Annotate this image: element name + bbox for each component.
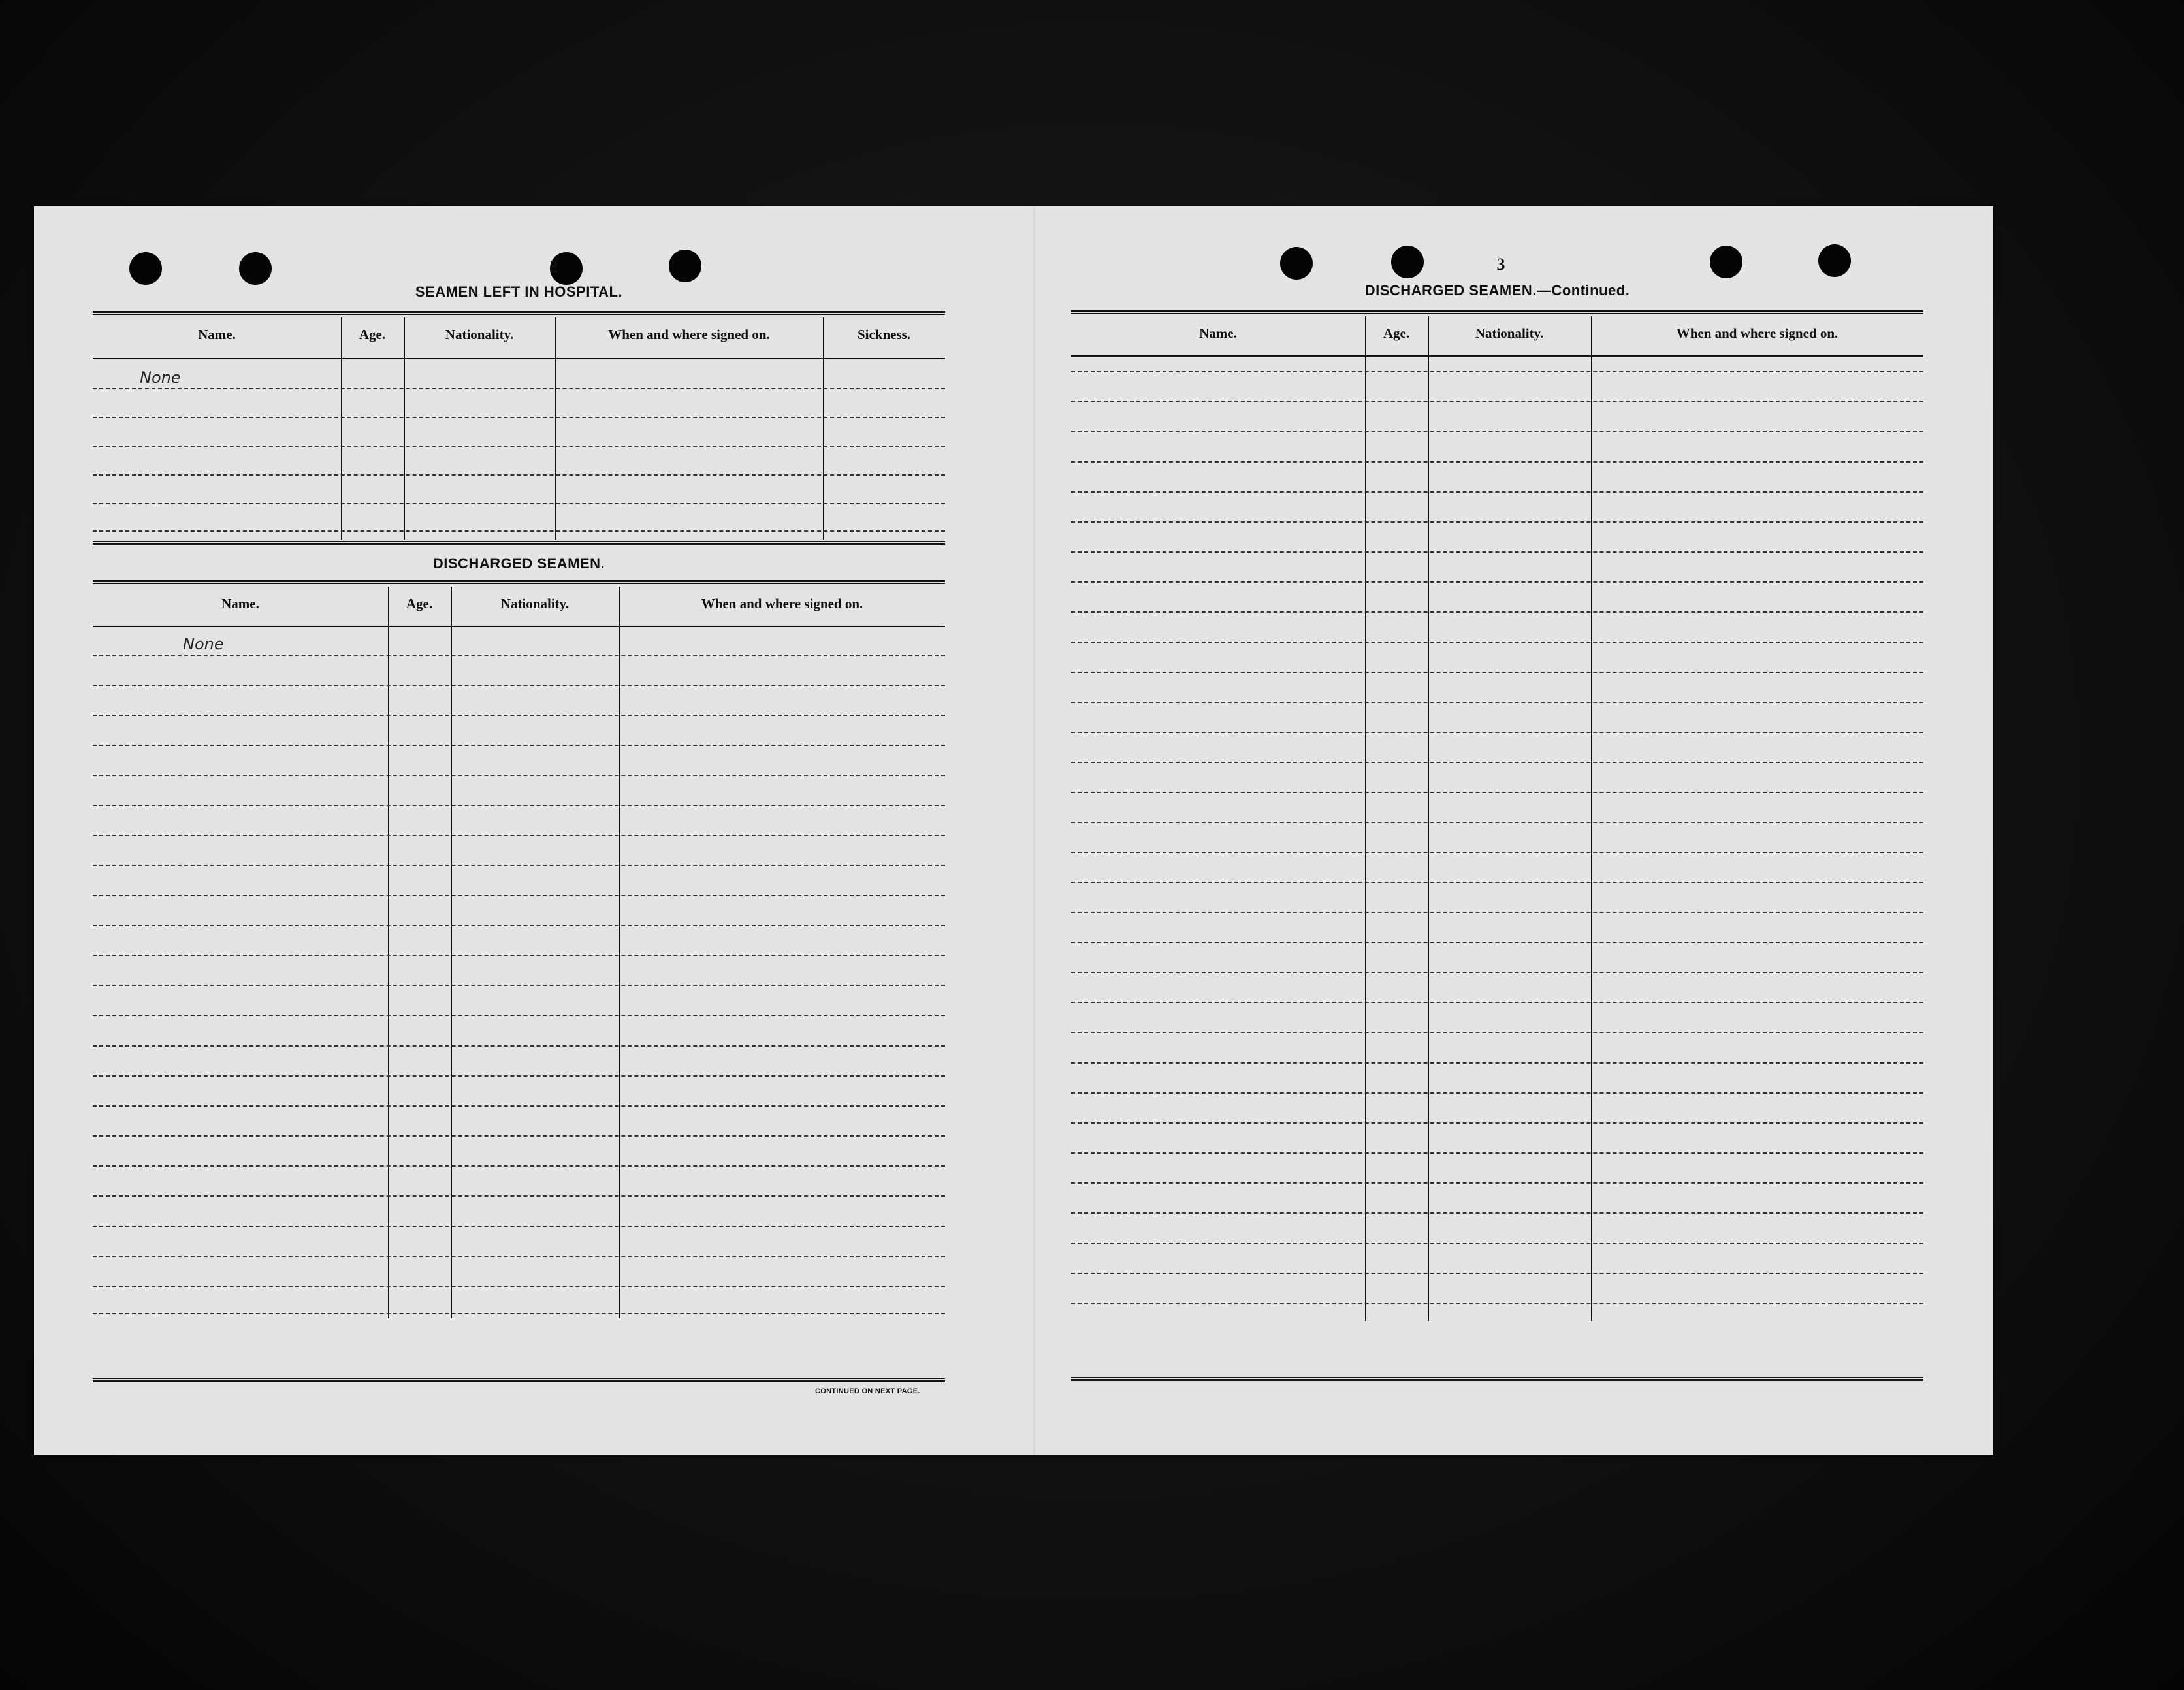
table-bottom-rule (1071, 1377, 1923, 1381)
column-header-age: Age. (406, 596, 433, 611)
entry-line (1071, 1062, 1923, 1064)
column-header-signed-on: When and where signed on. (608, 327, 770, 342)
entry-line (1071, 942, 1923, 943)
entry-line (93, 835, 945, 836)
hospital-section-title: SEAMEN LEFT IN HOSPITAL. (415, 284, 623, 300)
discharged-table (93, 587, 945, 1325)
entry-line (1071, 371, 1923, 372)
entry-line (1071, 792, 1923, 793)
entry-line (1071, 461, 1923, 463)
column-divider (1591, 316, 1592, 1321)
entry-line (93, 474, 945, 476)
discharged-continued-table (1071, 316, 1923, 1322)
entry-line (93, 715, 945, 716)
entry-line (1071, 1303, 1923, 1304)
column-divider (451, 587, 452, 1318)
entry-line (1071, 431, 1923, 432)
entry-line (1071, 1122, 1923, 1124)
entry-line (1071, 581, 1923, 583)
entry-line (93, 655, 945, 656)
column-header-nationality: Nationality. (1475, 325, 1544, 341)
entry-line (1071, 521, 1923, 523)
column-header-signed-on: When and where signed on. (1676, 325, 1839, 341)
table-header-row (93, 587, 945, 627)
column-divider (619, 587, 620, 1318)
entry-line (1071, 882, 1923, 883)
column-header-age: Age. (1383, 325, 1410, 341)
page-fold (1033, 206, 1035, 1455)
page-number: 2 (549, 257, 558, 276)
entry-line (93, 530, 945, 532)
entry-line (1071, 1273, 1923, 1274)
entry-line (1071, 852, 1923, 853)
entry-line (93, 1105, 945, 1107)
entry-line (1071, 1243, 1923, 1244)
entry-line (93, 745, 945, 746)
entry-line (1071, 642, 1923, 643)
column-divider (823, 317, 824, 540)
double-rule (93, 580, 945, 584)
entry-line (1071, 762, 1923, 763)
discharged-section-title: DISCHARGED SEAMEN. (432, 555, 605, 572)
entry-line (93, 865, 945, 866)
column-header-signed-on: When and where signed on. (701, 596, 863, 611)
column-divider (341, 317, 342, 540)
entry-line (93, 446, 945, 447)
right-page (1071, 206, 1923, 1455)
entry-line (1071, 972, 1923, 973)
column-header-nationality: Nationality. (500, 596, 570, 611)
entry-line (1071, 1092, 1923, 1094)
column-header-name: Name. (1199, 325, 1237, 341)
entry-line (93, 775, 945, 776)
double-rule (93, 311, 945, 315)
entry-line (1071, 1182, 1923, 1184)
entry-line (93, 925, 945, 926)
entry-line (93, 417, 945, 418)
entry-line (93, 895, 945, 896)
entry-line (93, 388, 945, 389)
entry-line (93, 1195, 945, 1197)
entry-line (1071, 491, 1923, 493)
table-header-row (1071, 316, 1923, 357)
ledger-sheet (34, 206, 1993, 1455)
entry-line (93, 1165, 945, 1167)
entry-line (1071, 912, 1923, 913)
column-header-name: Name. (198, 327, 236, 342)
entry-line (93, 985, 945, 986)
entry-line (93, 1256, 945, 1257)
column-header-name: Name. (221, 596, 259, 611)
entry-line (1071, 672, 1923, 673)
entry-line (1071, 1212, 1923, 1214)
entry-line (93, 1015, 945, 1016)
column-divider (404, 317, 405, 540)
entry-line (1071, 1032, 1923, 1033)
column-divider (1428, 316, 1429, 1321)
entry-line (93, 1045, 945, 1047)
continued-note: CONTINUED ON NEXT PAGE. (815, 1388, 920, 1395)
table-bottom-rule (93, 541, 945, 545)
table-header-row (93, 317, 945, 359)
left-page (93, 206, 945, 1455)
column-divider (388, 587, 389, 1318)
handwritten-entry: None (183, 635, 224, 653)
discharged-continued-title (1071, 282, 1923, 299)
entry-line (93, 1135, 945, 1137)
handwritten-entry: None (140, 368, 181, 387)
entry-line (1071, 702, 1923, 703)
double-rule (1071, 310, 1923, 314)
title-main: DISCHARGED SEAMEN. (1364, 282, 1537, 299)
entry-line (93, 1075, 945, 1077)
entry-line (1071, 551, 1923, 553)
column-divider (1365, 316, 1366, 1321)
column-header-sickness: Sickness. (857, 327, 911, 342)
entry-line (1071, 611, 1923, 613)
entry-line (93, 503, 945, 504)
entry-line (93, 1286, 945, 1287)
column-header-nationality: Nationality. (445, 327, 514, 342)
entry-line (1071, 822, 1923, 823)
entry-line (93, 1313, 945, 1314)
entry-line (93, 685, 945, 686)
entry-line (93, 1226, 945, 1227)
entry-line (1071, 732, 1923, 733)
table-bottom-rule (93, 1378, 945, 1382)
hospital-table (93, 317, 945, 553)
entry-line (1071, 1152, 1923, 1154)
entry-line (1071, 401, 1923, 402)
column-divider (555, 317, 556, 540)
title-suffix: —Continued. (1536, 282, 1630, 299)
entry-line (93, 955, 945, 956)
entry-line (93, 805, 945, 806)
column-header-age: Age. (359, 327, 386, 342)
entry-line (1071, 1002, 1923, 1003)
page-number: 3 (1496, 255, 1505, 274)
